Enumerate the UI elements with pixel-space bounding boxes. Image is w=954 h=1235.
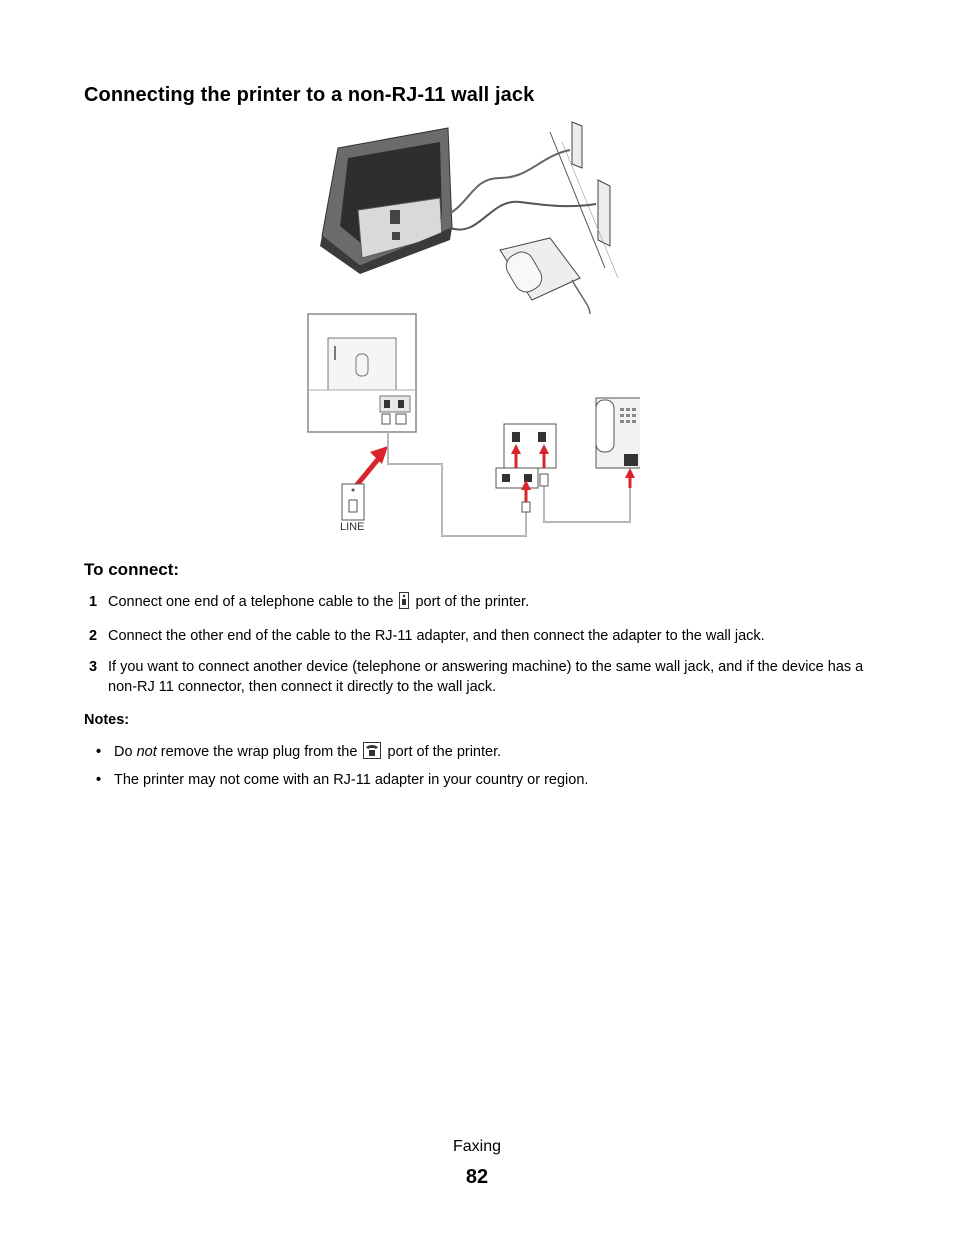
red-arrow-telephone (625, 468, 635, 488)
telephone-schematic (596, 398, 640, 468)
list-item: • Do not remove the wrap plug from the port of the printer. (96, 742, 896, 765)
page-number: 82 (465, 1166, 489, 1188)
rj11-wall-jack (504, 424, 556, 468)
red-arrow-printer (356, 446, 388, 486)
printer-schematic (308, 314, 416, 432)
line-port-icon (399, 592, 409, 615)
section-subheading: To connect: (84, 560, 180, 579)
footer-section-name: Faxing (452, 1138, 502, 1155)
line-wall-jack (342, 484, 364, 520)
list-item: 1 Connect one end of a telephone cable to the port of the printer. (84, 592, 884, 615)
list-item: • The printer may not come with an RJ-11 adapter in your country or region. (96, 772, 589, 788)
phone-port-icon (363, 742, 381, 765)
printer-photo (320, 128, 452, 274)
notes-heading: Notes: (84, 712, 130, 728)
connection-diagram (300, 118, 640, 543)
notes-list (96, 742, 896, 795)
list-item: 2 Connect the other end of the cable to the RJ-11 adapter, and then connect the adapter to the wall jack. (89, 628, 765, 644)
page-title: Connecting the printer to a non-RJ-11 wall jack (84, 84, 535, 106)
steps-list (84, 592, 884, 708)
line-label: LINE (340, 521, 365, 533)
phone-photo (500, 238, 580, 300)
list-item: 3 If you want to connect another device (telephone or answering machine) to the same wall jack, and if the device has a non-RJ 11 connector, then connect it directly to the wall jack. (89, 659, 864, 695)
